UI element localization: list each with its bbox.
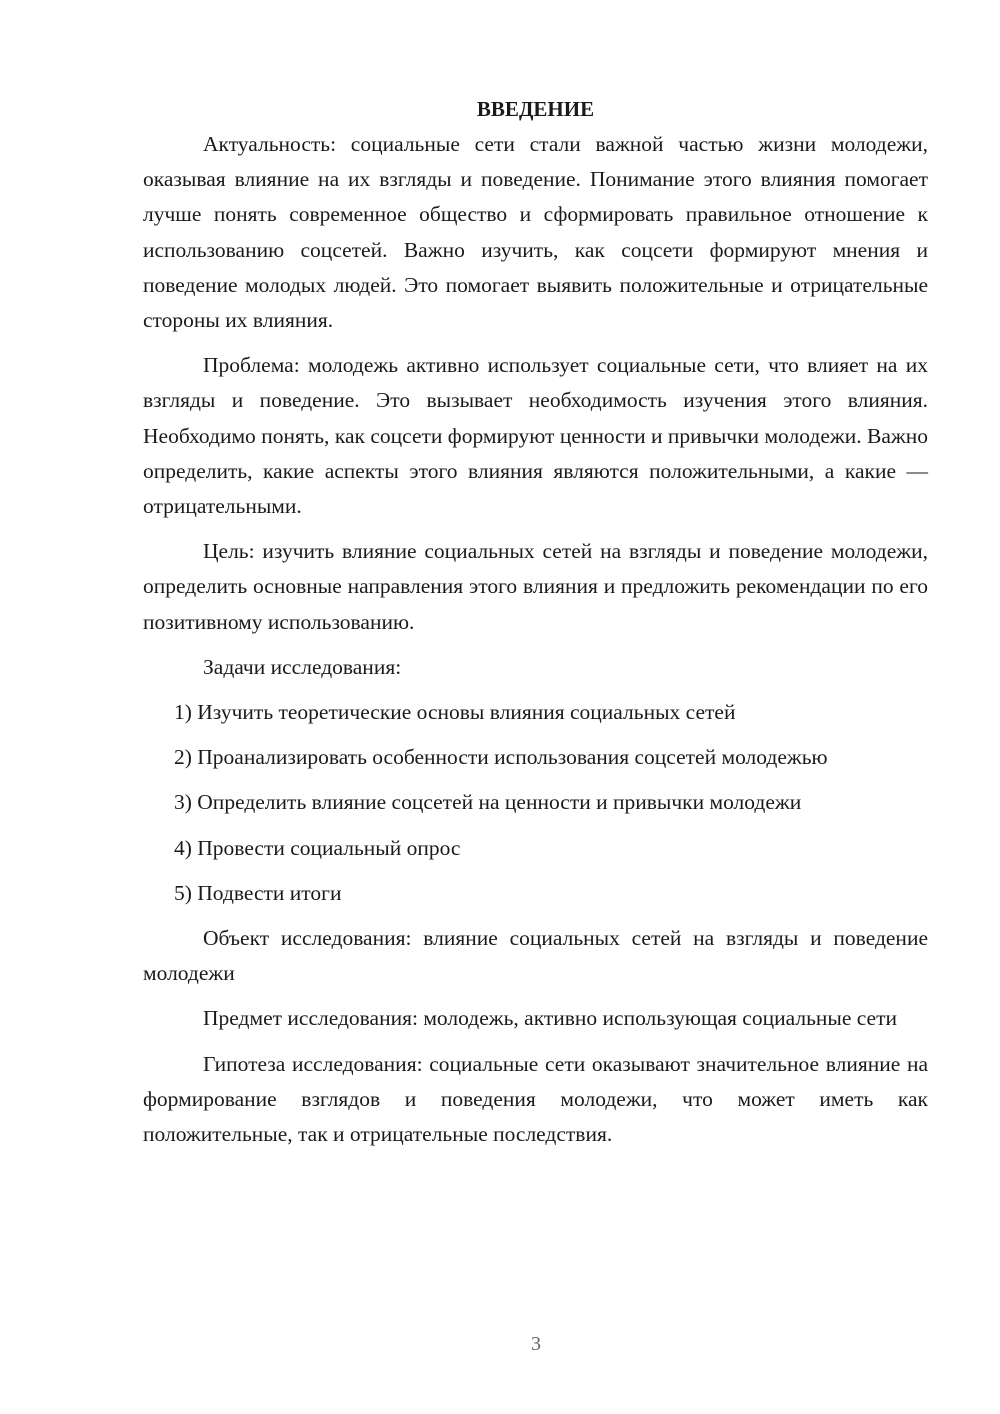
paragraph-relevance: Актуальность: социальные сети стали важной частью жизни молодежи, оказывая влияние на их взгляды и поведение. Понимание этого влияния помогает лучше понять современное общество и сформировать правильное отношение к использованию соцсетей. Важно изучить, как соцсети формируют мнения и поведение молодых людей. Это помогает выявить положительные и отрицательные стороны их влияния. xyxy=(143,132,928,333)
paragraph-hypothesis: Гипотеза исследования: социальные сети оказывают значительное влияние на формирование взглядов и поведения молодежи, что может иметь как положительные, так и отрицательные последствия. xyxy=(143,1051,928,1147)
task-item-4: 4) Провести социальный опрос xyxy=(174,835,461,860)
page-content xyxy=(143,92,928,1152)
task-item-5: 5) Подвести итоги xyxy=(174,880,342,905)
task-item-2: 2) Проанализировать особенности использования соцсетей молодежью xyxy=(174,745,828,770)
task-item-1: 1) Изучить теоретические основы влияния социальных сетей xyxy=(174,700,736,725)
tasks-title: Задачи исследования: xyxy=(203,654,402,679)
paragraph-goal: Цель: изучить влияние социальных сетей на взгляды и поведение молодежи, определить основные направления этого влияния и предложить рекомендации по его позитивному использованию. xyxy=(143,539,928,634)
section-heading: ВВЕДЕНИЕ xyxy=(476,97,595,121)
paragraph-problem: Проблема: молодежь активно использует социальные сети, что влияет на их взгляды и поведение. Это вызывает необходимость изучения этого влияния. Необходимо понять, как соцсети формируют ценности и привычки молодежи. Важно определить, какие аспекты этого влияния являются положительными, а какие — отрицательными. xyxy=(143,353,928,519)
task-item-3: 3) Определить влияние соцсетей на ценности и привычки молодежи xyxy=(174,790,802,815)
page-number: 3 xyxy=(531,1333,541,1355)
paragraph-object: Объект исследования: влияние социальных сетей на взгляды и поведение молодежи xyxy=(143,926,928,986)
paragraph-subject: Предмет исследования: молодежь, активно использующая социальные сети xyxy=(203,1006,897,1031)
